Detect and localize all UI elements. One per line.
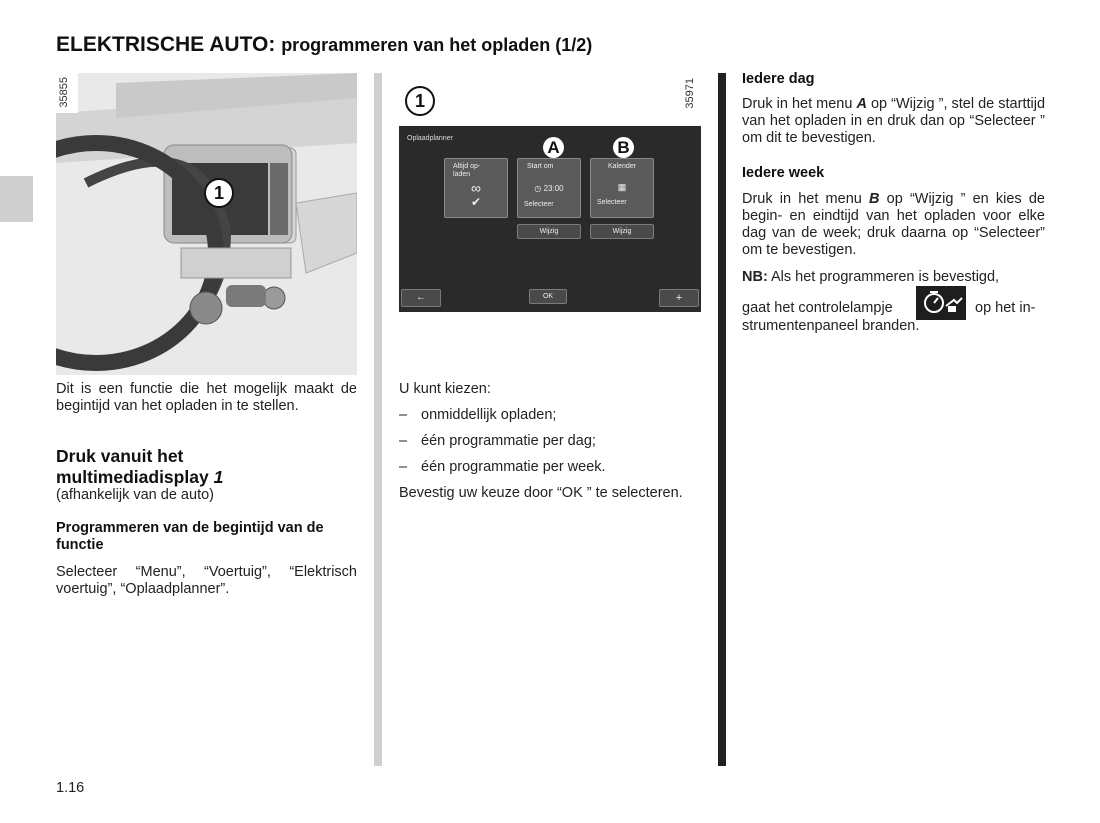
heading-number: 1	[213, 467, 224, 487]
ok-button[interactable]: OK	[529, 289, 567, 304]
weekly-heading: Iedere week	[742, 165, 825, 181]
option-text: één programmatie per week.	[421, 459, 606, 475]
card2-time: 23:00	[543, 184, 564, 193]
start-at-card[interactable]	[517, 158, 581, 218]
always-charge-card[interactable]	[444, 158, 508, 218]
option-item	[399, 459, 606, 476]
title-sub: programmeren van het opladen (1/2)	[281, 35, 593, 55]
column-divider-left	[374, 73, 382, 766]
heading-note: (afhankelijk van de auto)	[56, 487, 214, 503]
calendar-icon: ▦	[617, 182, 627, 192]
card1-line2: laden	[453, 171, 471, 178]
add-button[interactable]: +	[659, 289, 699, 307]
screen-callout-1: 1	[405, 86, 435, 116]
note-post: op het in-	[975, 300, 1036, 316]
charge-indicator-icon	[916, 286, 966, 320]
screen-title: Oplaadplanner	[407, 135, 453, 142]
label-b: B	[613, 137, 634, 158]
edit-button-b[interactable]: Wijzig	[590, 224, 654, 239]
list-dash: –	[399, 407, 408, 423]
menu-letter-b: B	[869, 191, 880, 207]
choice-intro: U kunt kiezen:	[399, 381, 491, 397]
card2-title: Start om	[527, 163, 554, 170]
note-pre: gaat het controlelampje	[742, 300, 893, 316]
daily-text	[742, 96, 1045, 147]
card1-line1: Altijd op-	[453, 163, 481, 170]
option-item	[399, 433, 596, 450]
note-line2	[742, 286, 1045, 322]
weekly-post: op “Wijzig ” en kies de begin- en eindtijd van het opladen voor elke dag van de week; druk daarna op “Selecteer” om te bevestigen.	[742, 191, 1045, 258]
label-a: A	[543, 137, 564, 158]
card2-select: Selecteer	[524, 201, 554, 208]
confirm-text: Bevestig uw keuze door “OK ” te selecteren.	[399, 485, 683, 501]
list-dash: –	[399, 433, 408, 449]
callout-1: 1	[204, 178, 234, 208]
option-text: één programmatie per dag;	[421, 433, 596, 449]
intro-text: Dit is een functie die het mogelijk maakt de begintijd van het opladen in te stellen.	[56, 381, 357, 414]
check-icon: ✔	[470, 195, 482, 209]
screen-image-ref: 35971	[684, 78, 696, 109]
menu-letter-a: A	[856, 96, 867, 112]
back-button[interactable]: ←	[401, 289, 441, 307]
section-heading	[56, 446, 357, 488]
note-label: NB:	[742, 269, 768, 285]
option-item	[399, 407, 556, 424]
option-text: onmiddellijk opladen;	[421, 407, 557, 423]
list-dash: –	[399, 459, 408, 475]
weekly-pre: Druk in het menu	[742, 191, 869, 207]
heading-line1: Druk vanuit het	[56, 446, 184, 466]
note-line3: strumentenpaneel branden.	[742, 318, 920, 334]
calendar-card[interactable]	[590, 158, 654, 218]
page-number: 1.16	[56, 780, 85, 796]
card3-select: Selecteer	[597, 199, 627, 206]
charge-planner-screen	[399, 126, 701, 312]
clock-icon: ◷	[534, 184, 542, 193]
image-ref-number: 35855	[58, 77, 70, 108]
daily-pre: Druk in het menu	[742, 96, 857, 112]
title-main: ELEKTRISCHE AUTO:	[56, 33, 276, 56]
instructions-text: Selecteer “Menu”, “Voertuig”, “Elektrisch voertuig”, “Oplaadplanner”.	[56, 564, 357, 597]
note-text1: Als het programmeren is bevestigd,	[767, 269, 1000, 285]
heading-line2: multimediadisplay	[56, 467, 209, 487]
edit-button-a[interactable]: Wijzig	[517, 224, 581, 239]
dashboard-drawing	[56, 73, 357, 375]
weekly-text	[742, 191, 1045, 259]
section-tab	[0, 176, 33, 222]
infinity-icon: ∞	[471, 180, 481, 196]
page-title	[56, 33, 592, 57]
daily-heading: Iedere dag	[742, 71, 815, 87]
daily-post: op “Wijzig ”, stel de starttijd van het opladen in en druk dan op “Selecteer ” om dit te bevestigen.	[742, 96, 1046, 146]
column-divider-right	[718, 73, 726, 766]
card3-title: Kalender	[607, 163, 637, 170]
subheading: Programmeren van de begintijd van de functie	[56, 520, 324, 553]
dashboard-illustration	[56, 73, 357, 375]
note-line1	[742, 269, 1045, 286]
